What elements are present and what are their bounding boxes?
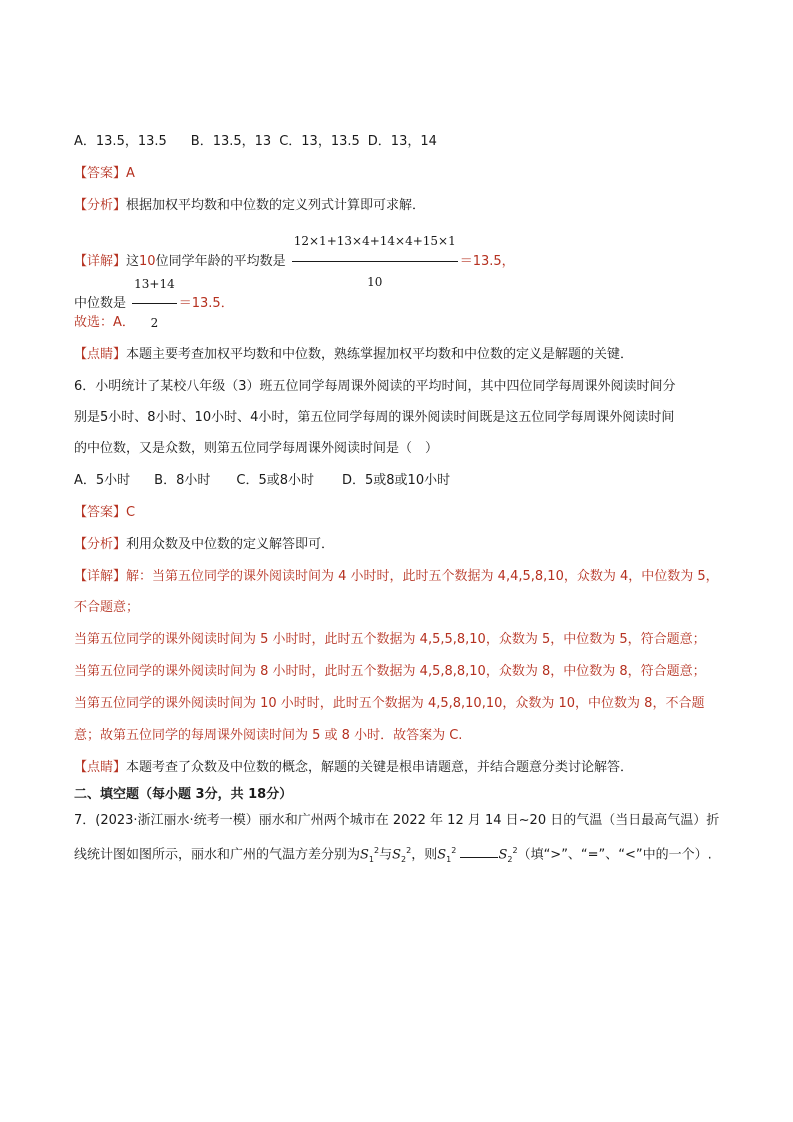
q5-option-d: D．13，14	[367, 134, 437, 149]
median-fraction	[132, 266, 177, 341]
section-heading: 二、填空题（每小题 3分，共 18分）	[74, 787, 293, 802]
q6-options	[74, 472, 450, 490]
answer-blank[interactable]	[460, 845, 498, 858]
q5-choice: 故选：A．	[74, 315, 135, 330]
detail-text-2: 位同学年龄的平均数是	[155, 254, 286, 269]
q6-detail-line-4: 当第五位同学的课外阅读时间为 8 小时时，此时五个数据为 4,5,8,8,10，众数为 8，中位数为 8，符合题意；	[74, 664, 706, 679]
q7-line-1: 7．(2023·浙江丽水·统考一模）丽水和广州两个城市在 2022 年 12 月 14 日~20 日的气温（当日最高气温）折	[74, 813, 720, 828]
q7-conjunction: 与	[379, 847, 393, 863]
variance-subscript-4: 2	[507, 854, 513, 864]
comment-text: 本题考查了众数及中位数的概念，解题的关键是根串请题意，并结合题意分类讨论解答．	[126, 760, 634, 775]
q7-line-2	[74, 842, 712, 869]
q6-option-b: B．8小时	[154, 473, 211, 488]
q6-option-c: C．5或8小时	[236, 473, 314, 488]
variance-superscript-4: 2	[512, 846, 518, 855]
q6-detail-line-5: 当第五位同学的课外阅读时间为 10 小时时，此时五个数据为 4,5,8,10,10，众数为 10，中位数为 8，不合题	[74, 696, 705, 711]
comment-tag: 【点睛】	[74, 347, 127, 362]
detail-tag: 【详解】	[74, 569, 127, 584]
q5-option-a: A．13.5，13.5	[74, 134, 167, 149]
q6-option-d: D．5或8或10小时	[342, 473, 451, 488]
answer-tag: 【答案】	[74, 166, 127, 181]
q7-text: 线统计图如图所示，丽水和广州的气温方差分别为	[74, 847, 361, 863]
average-numerator: 12×1+13×4+14×4+15×1	[292, 222, 458, 262]
average-denominator: 10	[367, 275, 383, 289]
q6-detail-line-3: 当第五位同学的课外阅读时间为 5 小时时，此时五个数据为 4,5,5,8,10，众数为 5，中位数为 5，符合题意；	[74, 632, 706, 647]
median-label: 中位数是	[74, 296, 127, 311]
q6-comment	[74, 759, 633, 777]
variance-superscript-1: 2	[374, 846, 380, 855]
q5-comment	[74, 346, 633, 364]
variance-symbol-2: S	[392, 847, 402, 863]
comment-tag: 【点睛】	[74, 760, 127, 775]
median-numerator: 13+14	[132, 266, 177, 304]
analysis-text: 利用众数及中位数的定义解答即可．	[126, 537, 335, 552]
variance-subscript-2: 2	[401, 854, 407, 864]
answer-value: A	[126, 166, 135, 181]
answer-value: C	[126, 505, 136, 520]
detail-text: 这	[126, 254, 140, 269]
q7-instruction: （填“>”、“=”、“<”中的一个）.	[517, 847, 712, 863]
q5-answer	[74, 165, 135, 183]
q6-answer	[74, 504, 135, 522]
analysis-tag: 【分析】	[74, 537, 127, 552]
q6-detail-line-6: 意；故第五位同学的每周课外阅读时间为 5 或 8 小时．故答案为 C.	[74, 728, 463, 743]
variance-symbol-1: S	[360, 847, 369, 863]
average-fraction	[292, 222, 458, 301]
q5-option-b: B．13.5，13	[190, 134, 272, 149]
q7-then: ，则	[411, 847, 438, 863]
q6-detail-line-2: 不合题意；	[74, 600, 140, 615]
variance-symbol-4: S	[498, 847, 508, 863]
analysis-text: 根据加权平均数和中位数的定义列式计算即可求解．	[126, 198, 426, 213]
median-denominator: 2	[150, 316, 159, 330]
comment-text: 本题主要考查加权平均数和中位数，熟练掌握加权平均数和中位数的定义是解题的关键．	[126, 347, 634, 362]
variance-superscript-2: 2	[406, 846, 412, 855]
average-result: ＝13.5，	[459, 254, 515, 269]
q6-stem-line-3: 的中位数，又是众数，则第五位同学每周课外阅读时间是（ ）	[74, 441, 439, 456]
detail-text: 解：当第五位同学的课外阅读时间为 4 小时时，此时五个数据为 4,4,5,8,10，众数为 4，中位数为 5，	[126, 569, 719, 584]
median-result: ＝13.5．	[178, 296, 234, 311]
detail-tag: 【详解】	[74, 254, 127, 269]
variance-symbol-3: S	[437, 847, 447, 863]
variance-subscript-3: 1	[446, 854, 452, 864]
q6-detail-line-1	[74, 568, 719, 586]
analysis-tag: 【分析】	[74, 198, 127, 213]
q6-stem-line-1: 6．小明统计了某校八年级（3）班五位同学每周课外阅读的平均时间，其中四位同学每周课外阅读时间分	[74, 379, 676, 394]
q6-stem-line-2: 别是5小时、8小时、10小时、4小时，第五位同学每周的课外阅读时间既是这五位同学每周课外阅读时间	[74, 410, 675, 425]
q6-analysis	[74, 536, 334, 554]
answer-tag: 【答案】	[74, 505, 127, 520]
q5-option-c: C．13，13.5	[279, 134, 360, 149]
variance-superscript-3: 2	[451, 846, 457, 855]
variance-subscript-1: 1	[368, 854, 375, 864]
q5-analysis	[74, 197, 425, 215]
detail-number: 10	[139, 254, 156, 269]
q6-option-a: A．5小时	[74, 473, 131, 488]
q5-options	[74, 133, 437, 151]
